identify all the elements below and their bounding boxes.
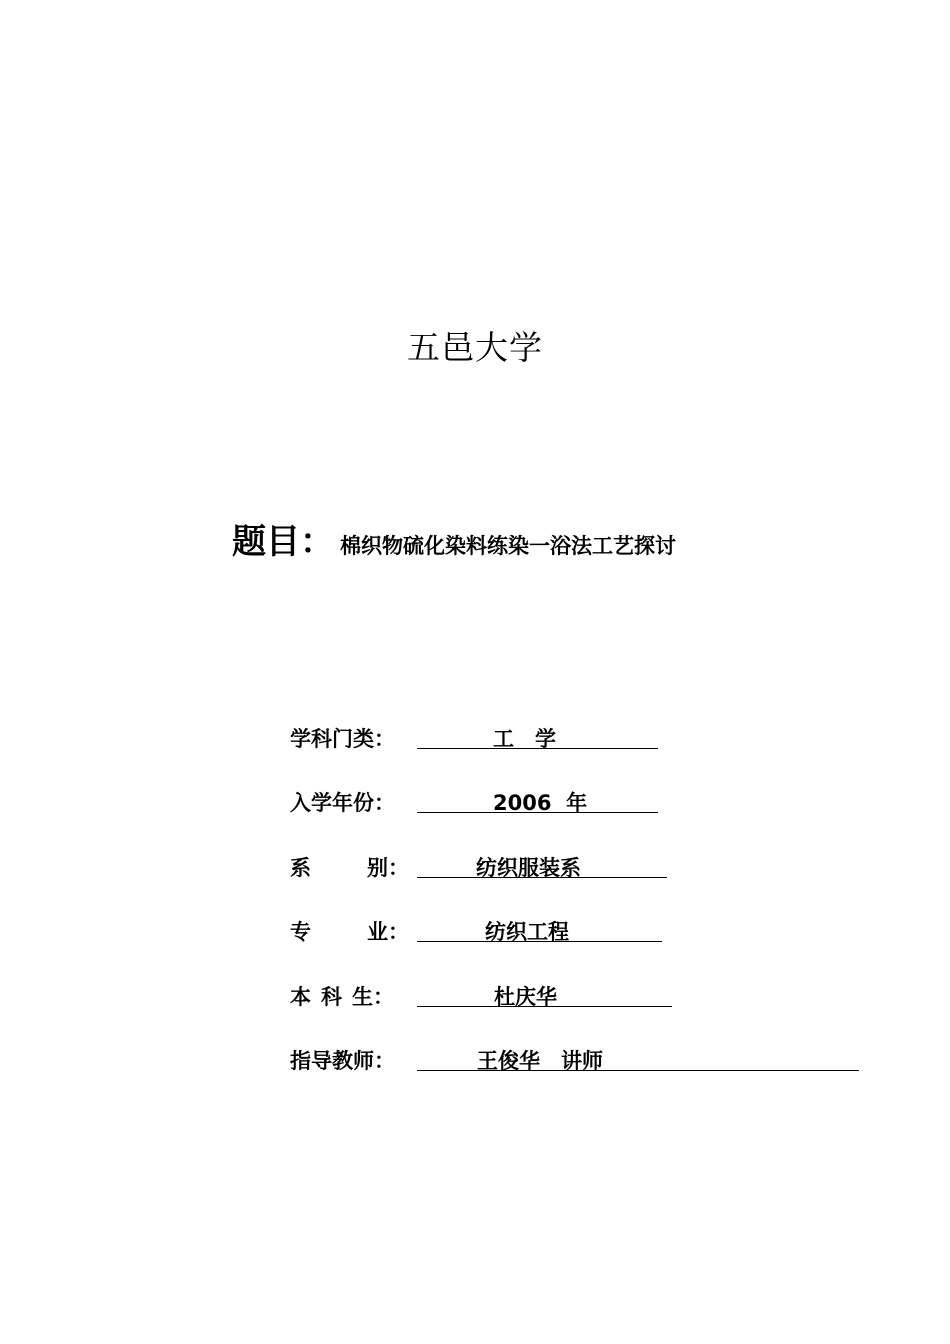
student-value: 杜庆华 [494,985,557,1009]
student-label-part2: 科 [321,985,342,1009]
student-underline [417,1006,672,1007]
title-label: 题目 [232,522,300,562]
university-name: 五邑大学 [407,328,543,367]
student-label [290,980,394,1014]
department-label-part1: 系 [290,856,311,880]
major-underline [417,941,662,942]
department-label-part2: 别： [367,856,409,880]
advisor-label: 指导教师： [290,1049,395,1073]
enrollment-year-label: 入学年份： [290,791,395,815]
enrollment-year-underline [417,812,658,813]
student-label-part1: 本 [290,985,311,1009]
department-label [290,851,409,885]
discipline-underline [417,748,658,749]
major-label-part2: 业： [367,920,409,944]
department-value: 纺织服装系 [476,856,581,880]
major-label [290,915,409,949]
advisor-underline [417,1070,859,1071]
student-label-part3: 生： [352,985,394,1009]
thesis-title: 棉织物硫化染料练染一浴法工艺探讨 [340,534,676,558]
discipline-value: 工 学 [493,727,556,751]
major-value: 纺织工程 [485,920,569,944]
title-colon: ： [300,522,334,562]
enrollment-year-value: 2006 年 [493,791,588,815]
discipline-label: 学科门类： [290,727,395,751]
thesis-title-row [232,520,676,564]
major-label-part1: 专 [290,920,311,944]
department-underline [417,877,667,878]
advisor-value: 王俊华 讲师 [477,1049,603,1073]
